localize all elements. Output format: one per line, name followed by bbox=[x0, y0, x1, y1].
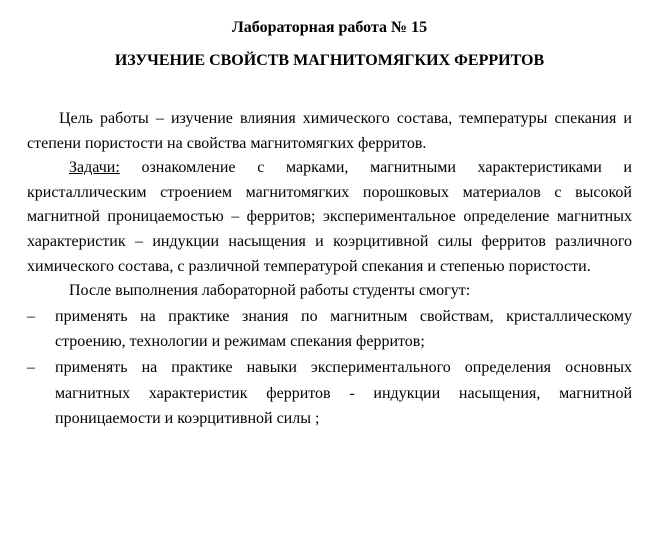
list-item bbox=[27, 304, 632, 355]
tasks-text: ознакомление с марками, магнитными характеристиками и кристаллическим строением магнитомягких порошковых материалов с высокой магнитной проницаемостью – ферритов; экспериментальное определение магнитных характеристик – индукции насыщения и коэрцитивной силы ферритов различного химического состава, с различной температурой спекания и степенью пористости. bbox=[27, 159, 632, 275]
tasks-label: Задачи: bbox=[69, 159, 120, 177]
list-item-text: применять на практике навыки экспериментального определения основных магнитных характеристик ферритов - индукции насыщения, магнитной проницаемости и коэрцитивной силы ; bbox=[55, 358, 632, 428]
outcomes-intro: После выполнения лабораторной работы студенты смогут: bbox=[69, 282, 471, 300]
list-item-text: применять на практике знания по магнитным свойствам, кристаллическому строению, технологии и режимам спекания ферритов; bbox=[55, 307, 632, 351]
lab-title-heading: ИЗУЧЕНИЕ СВОЙСТВ МАГНИТОМЯГКИХ ФЕРРИТОВ bbox=[114, 52, 545, 69]
lab-number-heading: Лабораторная работа № 15 bbox=[231, 19, 428, 36]
list-item bbox=[27, 355, 632, 432]
bullet-dash: – bbox=[27, 307, 35, 325]
tasks-paragraph bbox=[27, 156, 632, 279]
bullet-dash: – bbox=[27, 358, 35, 376]
outcomes-list bbox=[27, 304, 632, 432]
goal-paragraph: Цель работы – изучение влияния химического состава, температуры спекания и степени пористости на свойства магнитомягких ферритов. bbox=[27, 110, 632, 152]
